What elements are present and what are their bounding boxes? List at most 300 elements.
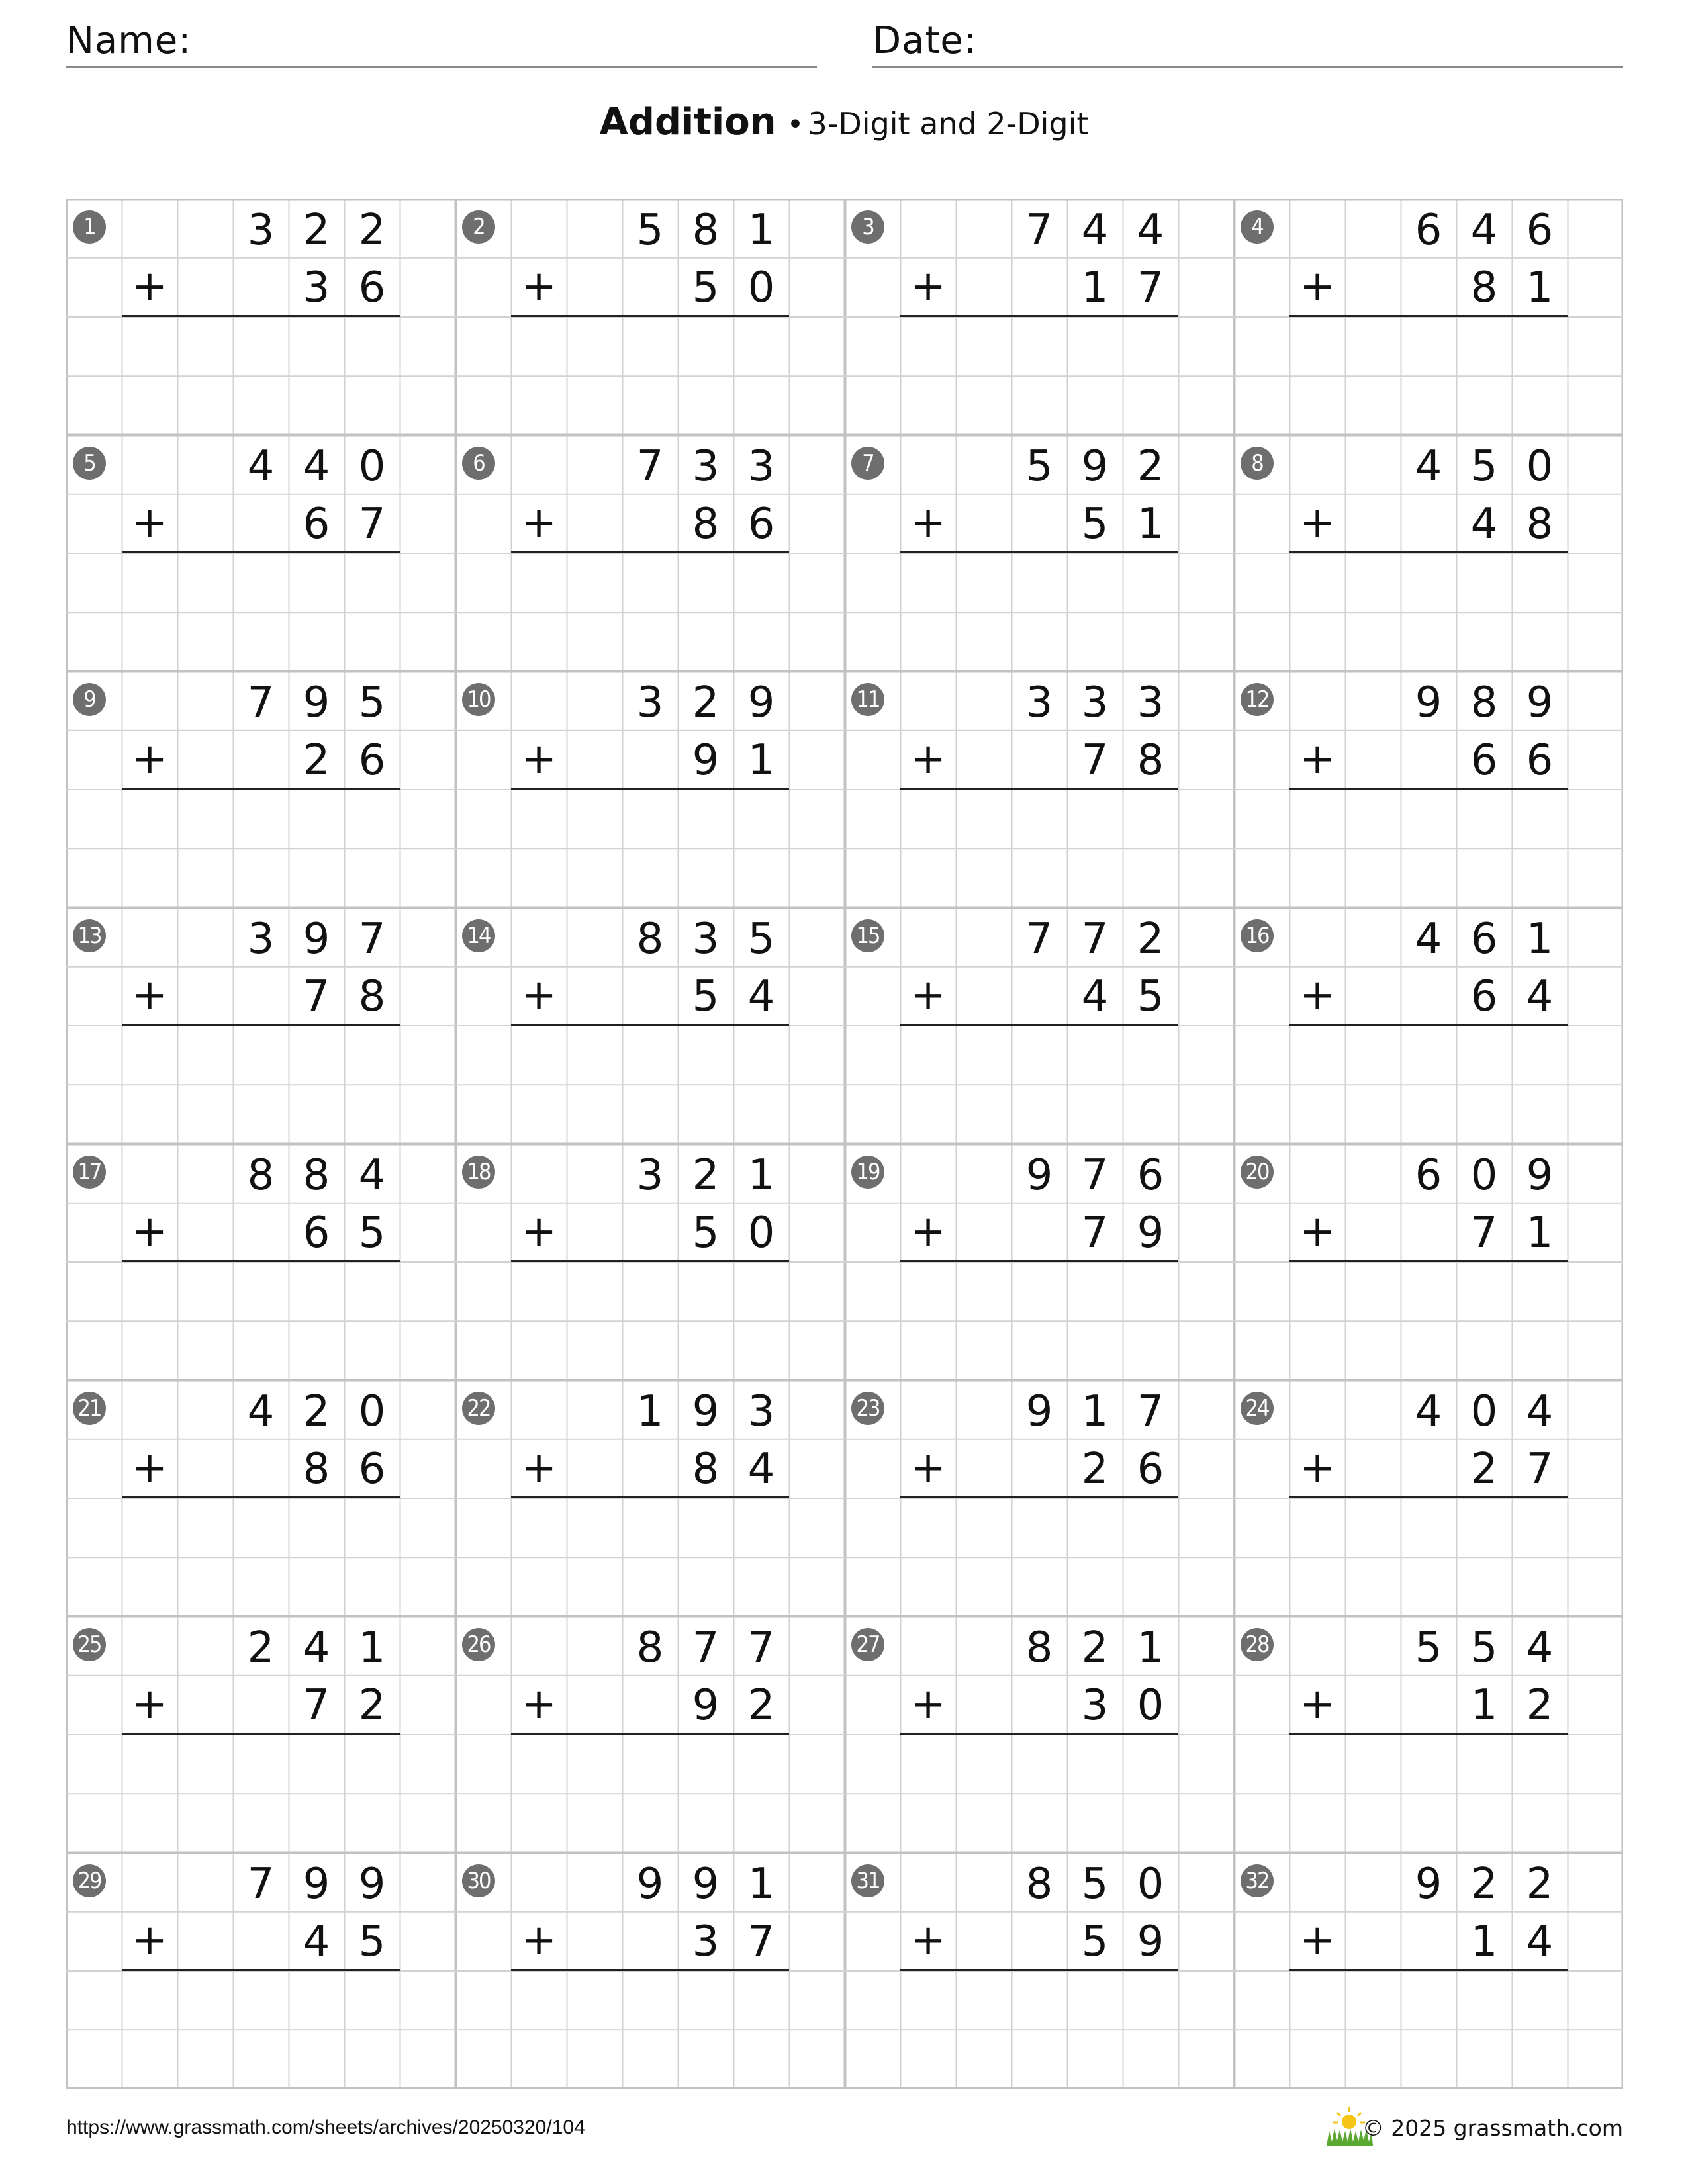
top-digit: 7 [247, 678, 275, 727]
problem-21 [66, 1380, 455, 1616]
problem-number-badge: 30 [462, 1864, 495, 1897]
top-digit: 0 [1470, 1387, 1498, 1436]
bottom-digit: 2 [1526, 1681, 1554, 1730]
bottom-digit: 9 [1137, 1917, 1164, 1966]
problem-17 [66, 1144, 455, 1380]
top-digit: 7 [747, 1623, 775, 1672]
top-digit: 4 [303, 442, 330, 491]
top-digit: 5 [1025, 442, 1053, 491]
bottom-digit: 2 [358, 1681, 386, 1730]
answer-area[interactable] [122, 1028, 400, 1140]
answer-area[interactable] [511, 1973, 789, 2085]
plus-sign: + [521, 1680, 557, 1729]
top-digit: 7 [692, 1623, 720, 1672]
top-digit: 9 [692, 1387, 720, 1436]
top-digit: 4 [1470, 206, 1498, 255]
problem-number-badge: 26 [462, 1628, 495, 1661]
top-digit: 6 [1137, 1151, 1164, 1200]
bottom-digit: 1 [1470, 1917, 1498, 1966]
answer-area[interactable] [122, 1500, 400, 1613]
bottom-digit: 5 [692, 1208, 720, 1257]
top-digit: 1 [1081, 1387, 1109, 1436]
top-digit: 4 [1415, 1387, 1442, 1436]
answer-line [511, 1024, 789, 1026]
answer-line [511, 1969, 789, 1971]
problem-27 [845, 1616, 1234, 1852]
problem-25 [66, 1616, 455, 1852]
bottom-digit: 4 [747, 1445, 775, 1494]
plus-sign: + [1299, 971, 1335, 1020]
bottom-digit: 1 [747, 736, 775, 785]
plus-sign: + [1299, 1680, 1335, 1729]
answer-area[interactable] [1289, 1500, 1568, 1613]
plus-sign: + [132, 1207, 167, 1256]
answer-area[interactable] [511, 555, 789, 668]
answer-line [1289, 1496, 1568, 1498]
problem-26 [455, 1616, 845, 1852]
name-underline [66, 66, 817, 68]
top-digit: 2 [303, 206, 330, 255]
bottom-digit: 2 [747, 1681, 775, 1730]
answer-line [1289, 551, 1568, 553]
answer-line [122, 1969, 400, 1971]
answer-area[interactable] [511, 1264, 789, 1377]
plus-sign: + [521, 1443, 557, 1492]
bottom-digit: 7 [1137, 263, 1164, 312]
top-digit: 4 [1526, 1623, 1554, 1672]
top-digit: 9 [692, 1860, 720, 1909]
top-digit: 7 [247, 1860, 275, 1909]
problem-number-badge: 17 [73, 1156, 106, 1189]
name-field[interactable] [66, 20, 817, 68]
bottom-digit: 5 [358, 1208, 386, 1257]
top-digit: 7 [636, 442, 664, 491]
problem-number-badge: 8 [1241, 447, 1274, 480]
plus-sign: + [521, 498, 557, 547]
answer-area[interactable] [1289, 319, 1568, 432]
problem-number-badge: 15 [851, 919, 884, 952]
top-digit: 7 [1025, 915, 1053, 964]
answer-area[interactable] [900, 1973, 1178, 2085]
answer-line [511, 788, 789, 790]
answer-line [511, 315, 789, 317]
top-digit: 4 [303, 1623, 330, 1672]
answer-line [1289, 1024, 1568, 1026]
problem-15 [845, 907, 1234, 1144]
answer-area[interactable] [900, 792, 1178, 904]
bottom-digit: 7 [1081, 736, 1109, 785]
top-digit: 1 [747, 1860, 775, 1909]
top-digit: 2 [692, 1151, 720, 1200]
top-digit: 7 [1025, 206, 1053, 255]
problem-number-badge: 13 [73, 919, 106, 952]
top-digit: 5 [1470, 1623, 1498, 1672]
problem-5 [66, 435, 455, 671]
answer-line [511, 551, 789, 553]
plus-sign: + [521, 1207, 557, 1256]
top-digit: 7 [358, 915, 386, 964]
top-digit: 1 [358, 1623, 386, 1672]
problem-number-badge: 7 [851, 447, 884, 480]
date-field[interactable] [872, 20, 1623, 68]
answer-area[interactable] [1289, 555, 1568, 668]
top-digit: 9 [1415, 1860, 1442, 1909]
bottom-digit: 7 [1081, 1208, 1109, 1257]
top-digit: 3 [247, 206, 275, 255]
answer-area[interactable] [1289, 1028, 1568, 1140]
answer-area[interactable] [511, 1500, 789, 1613]
answer-line [900, 1024, 1178, 1026]
top-digit: 3 [747, 1387, 775, 1436]
top-digit: 1 [747, 206, 775, 255]
problem-20 [1234, 1144, 1623, 1380]
problem-12 [1234, 671, 1623, 907]
bottom-digit: 8 [692, 500, 720, 549]
top-digit: 0 [1526, 442, 1554, 491]
answer-line [122, 1260, 400, 1262]
problem-number-badge: 5 [73, 447, 106, 480]
plus-sign: + [521, 971, 557, 1020]
answer-line [511, 1496, 789, 1498]
answer-area[interactable] [122, 1264, 400, 1377]
problem-16 [1234, 907, 1623, 1144]
top-digit: 4 [247, 1387, 275, 1436]
answer-line [122, 1733, 400, 1735]
title-bullet: • [786, 108, 804, 142]
answer-area[interactable] [1289, 1973, 1568, 2085]
bottom-digit: 6 [358, 736, 386, 785]
problem-18 [455, 1144, 845, 1380]
problem-number-badge: 11 [851, 683, 884, 716]
plus-sign: + [1299, 1443, 1335, 1492]
bottom-digit: 7 [358, 500, 386, 549]
top-digit: 5 [747, 915, 775, 964]
problem-11 [845, 671, 1234, 907]
answer-area[interactable] [122, 1737, 400, 1849]
problem-number-badge: 9 [73, 683, 106, 716]
bottom-digit: 8 [1526, 500, 1554, 549]
plus-sign: + [1299, 262, 1335, 311]
bottom-digit: 8 [692, 1445, 720, 1494]
top-digit: 4 [1526, 1387, 1554, 1436]
problem-number-badge: 28 [1241, 1628, 1274, 1661]
answer-area[interactable] [511, 1028, 789, 1140]
plus-sign: + [521, 735, 557, 784]
bottom-digit: 9 [1137, 1208, 1164, 1257]
answer-area[interactable] [122, 319, 400, 432]
plus-sign: + [132, 971, 167, 1020]
bottom-digit: 4 [1470, 500, 1498, 549]
answer-area[interactable] [1289, 1737, 1568, 1849]
bottom-digit: 1 [1526, 1208, 1554, 1257]
problem-7 [845, 435, 1234, 671]
problem-10 [455, 671, 845, 907]
problem-24 [1234, 1380, 1623, 1616]
answer-line [122, 1496, 400, 1498]
bottom-digit: 2 [1470, 1445, 1498, 1494]
bottom-digit: 5 [1137, 972, 1164, 1021]
problem-number-badge: 12 [1241, 683, 1274, 716]
problem-number-badge: 4 [1241, 210, 1274, 244]
answer-area[interactable] [900, 1500, 1178, 1613]
problem-number-badge: 19 [851, 1156, 884, 1189]
answer-area[interactable] [122, 555, 400, 668]
top-digit: 5 [1415, 1623, 1442, 1672]
bottom-digit: 1 [1470, 1681, 1498, 1730]
answer-area[interactable] [122, 1973, 400, 2085]
top-digit: 2 [692, 678, 720, 727]
top-digit: 7 [1137, 1387, 1164, 1436]
top-digit: 4 [1415, 442, 1442, 491]
problem-number-badge: 32 [1241, 1864, 1274, 1897]
answer-line [900, 1733, 1178, 1735]
answer-line [1289, 1969, 1568, 1971]
plus-sign: + [910, 1680, 946, 1729]
problem-number-badge: 6 [462, 447, 495, 480]
plus-sign: + [132, 1680, 167, 1729]
bottom-digit: 0 [747, 263, 775, 312]
plus-sign: + [1299, 498, 1335, 547]
bottom-digit: 5 [692, 972, 720, 1021]
answer-area[interactable] [900, 555, 1178, 668]
answer-area[interactable] [900, 1737, 1178, 1849]
bottom-digit: 7 [1470, 1208, 1498, 1257]
plus-sign: + [521, 1916, 557, 1965]
title-main: Addition [599, 101, 776, 144]
problem-30 [455, 1852, 845, 2089]
top-digit: 5 [358, 678, 386, 727]
bottom-digit: 9 [692, 736, 720, 785]
top-digit: 3 [692, 442, 720, 491]
answer-area[interactable] [1289, 792, 1568, 904]
answer-line [900, 1260, 1178, 1262]
top-digit: 2 [358, 206, 386, 255]
bottom-digit: 6 [358, 1445, 386, 1494]
top-digit: 6 [1415, 1151, 1442, 1200]
top-digit: 0 [358, 442, 386, 491]
answer-line [511, 1260, 789, 1262]
top-digit: 8 [1025, 1860, 1053, 1909]
problem-14 [455, 907, 845, 1144]
bottom-digit: 6 [1470, 972, 1498, 1021]
bottom-digit: 5 [1081, 1917, 1109, 1966]
plus-sign: + [910, 498, 946, 547]
bottom-digit: 0 [1137, 1681, 1164, 1730]
top-digit: 4 [358, 1151, 386, 1200]
answer-line [122, 315, 400, 317]
top-digit: 9 [358, 1860, 386, 1909]
date-label: Date: [872, 19, 977, 62]
problem-number-badge: 1 [73, 210, 106, 244]
bottom-digit: 4 [1526, 1917, 1554, 1966]
footer-url[interactable]: https://www.grassmath.com/sheets/archives/20250320/104 [66, 2116, 585, 2138]
problem-3 [845, 199, 1234, 435]
worksheet-title [0, 101, 1688, 160]
answer-area[interactable] [900, 319, 1178, 432]
top-digit: 3 [692, 915, 720, 964]
answer-area[interactable] [900, 1264, 1178, 1377]
problem-number-badge: 2 [462, 210, 495, 244]
top-digit: 6 [1470, 915, 1498, 964]
bottom-digit: 8 [303, 1445, 330, 1494]
problem-number-badge: 21 [73, 1392, 106, 1425]
date-underline [872, 66, 1623, 68]
top-digit: 1 [636, 1387, 664, 1436]
plus-sign: + [910, 735, 946, 784]
answer-line [900, 1496, 1178, 1498]
plus-sign: + [910, 1916, 946, 1965]
bottom-digit: 0 [747, 1208, 775, 1257]
problem-13 [66, 907, 455, 1144]
problem-number-badge: 22 [462, 1392, 495, 1425]
top-digit: 2 [1137, 915, 1164, 964]
plus-sign: + [910, 1443, 946, 1492]
top-digit: 9 [303, 1860, 330, 1909]
top-digit: 9 [1415, 678, 1442, 727]
answer-line [900, 1969, 1178, 1971]
bottom-digit: 4 [1526, 972, 1554, 1021]
top-digit: 4 [1137, 206, 1164, 255]
top-digit: 9 [747, 678, 775, 727]
answer-area[interactable] [511, 319, 789, 432]
top-digit: 2 [1137, 442, 1164, 491]
top-digit: 5 [636, 206, 664, 255]
answer-area[interactable] [900, 1028, 1178, 1140]
bottom-digit: 6 [303, 500, 330, 549]
problem-number-badge: 27 [851, 1628, 884, 1661]
bottom-digit: 8 [1137, 736, 1164, 785]
plus-sign: + [132, 1916, 167, 1965]
top-digit: 9 [1025, 1387, 1053, 1436]
problem-22 [455, 1380, 845, 1616]
answer-area[interactable] [511, 1737, 789, 1849]
top-digit: 3 [636, 678, 664, 727]
problem-6 [455, 435, 845, 671]
top-digit: 5 [1081, 1860, 1109, 1909]
bottom-digit: 4 [747, 972, 775, 1021]
bottom-digit: 9 [692, 1681, 720, 1730]
top-digit: 0 [1470, 1151, 1498, 1200]
footer-copyright: © 2025 grassmath.com [1362, 2115, 1623, 2141]
answer-line [900, 315, 1178, 317]
top-digit: 5 [1470, 442, 1498, 491]
top-digit: 3 [1137, 678, 1164, 727]
top-digit: 4 [1415, 915, 1442, 964]
answer-line [122, 788, 400, 790]
top-digit: 4 [1081, 206, 1109, 255]
problem-32 [1234, 1852, 1623, 2089]
top-digit: 8 [1470, 678, 1498, 727]
problem-4 [1234, 199, 1623, 435]
answer-line [122, 1024, 400, 1026]
plus-sign: + [910, 971, 946, 1020]
problem-number-badge: 23 [851, 1392, 884, 1425]
problem-29 [66, 1852, 455, 2089]
plus-sign: + [132, 498, 167, 547]
answer-line [1289, 315, 1568, 317]
answer-line [1289, 788, 1568, 790]
bottom-digit: 6 [358, 263, 386, 312]
top-digit: 0 [1137, 1860, 1164, 1909]
bottom-digit: 5 [358, 1917, 386, 1966]
bottom-digit: 1 [1081, 263, 1109, 312]
problem-1 [66, 199, 455, 435]
bottom-digit: 3 [303, 263, 330, 312]
answer-line [1289, 1260, 1568, 1262]
bottom-digit: 3 [1081, 1681, 1109, 1730]
problem-number-badge: 29 [73, 1864, 106, 1897]
answer-line [122, 551, 400, 553]
problem-number-badge: 3 [851, 210, 884, 244]
top-digit: 8 [692, 206, 720, 255]
bottom-digit: 7 [303, 972, 330, 1021]
bottom-digit: 2 [1081, 1445, 1109, 1494]
top-digit: 9 [303, 915, 330, 964]
problem-number-badge: 14 [462, 919, 495, 952]
bottom-digit: 1 [1526, 263, 1554, 312]
bottom-digit: 8 [358, 972, 386, 1021]
problem-number-badge: 16 [1241, 919, 1274, 952]
top-digit: 1 [1137, 1623, 1164, 1672]
answer-area[interactable] [1289, 1264, 1568, 1377]
answer-line [511, 1733, 789, 1735]
problem-2 [455, 199, 845, 435]
problem-number-badge: 25 [73, 1628, 106, 1661]
problem-number-badge: 10 [462, 683, 495, 716]
name-label: Name: [66, 19, 192, 62]
problem-9 [66, 671, 455, 907]
problem-number-badge: 18 [462, 1156, 495, 1189]
plus-sign: + [1299, 1207, 1335, 1256]
top-digit: 1 [1526, 915, 1554, 964]
top-digit: 8 [1025, 1623, 1053, 1672]
plus-sign: + [1299, 735, 1335, 784]
bottom-digit: 6 [1526, 736, 1554, 785]
top-digit: 8 [247, 1151, 275, 1200]
top-digit: 9 [636, 1860, 664, 1909]
problem-number-badge: 31 [851, 1864, 884, 1897]
top-digit: 3 [1081, 678, 1109, 727]
answer-area[interactable] [122, 792, 400, 904]
top-digit: 9 [1526, 678, 1554, 727]
bottom-digit: 6 [1137, 1445, 1164, 1494]
bottom-digit: 2 [303, 736, 330, 785]
plus-sign: + [132, 735, 167, 784]
top-digit: 6 [1415, 206, 1442, 255]
top-digit: 2 [303, 1387, 330, 1436]
bottom-digit: 6 [747, 500, 775, 549]
top-digit: 3 [636, 1151, 664, 1200]
bottom-digit: 8 [1470, 263, 1498, 312]
top-digit: 3 [747, 442, 775, 491]
answer-line [900, 551, 1178, 553]
top-digit: 8 [636, 1623, 664, 1672]
bottom-digit: 4 [303, 1917, 330, 1966]
problem-8 [1234, 435, 1623, 671]
top-digit: 7 [1081, 1151, 1109, 1200]
top-digit: 8 [303, 1151, 330, 1200]
plus-sign: + [132, 1443, 167, 1492]
bottom-digit: 5 [692, 263, 720, 312]
top-digit: 9 [1081, 442, 1109, 491]
top-digit: 9 [303, 678, 330, 727]
top-digit: 1 [747, 1151, 775, 1200]
answer-area[interactable] [511, 792, 789, 904]
bottom-digit: 5 [1081, 500, 1109, 549]
top-digit: 6 [1526, 206, 1554, 255]
bottom-digit: 6 [303, 1208, 330, 1257]
plus-sign: + [132, 262, 167, 311]
